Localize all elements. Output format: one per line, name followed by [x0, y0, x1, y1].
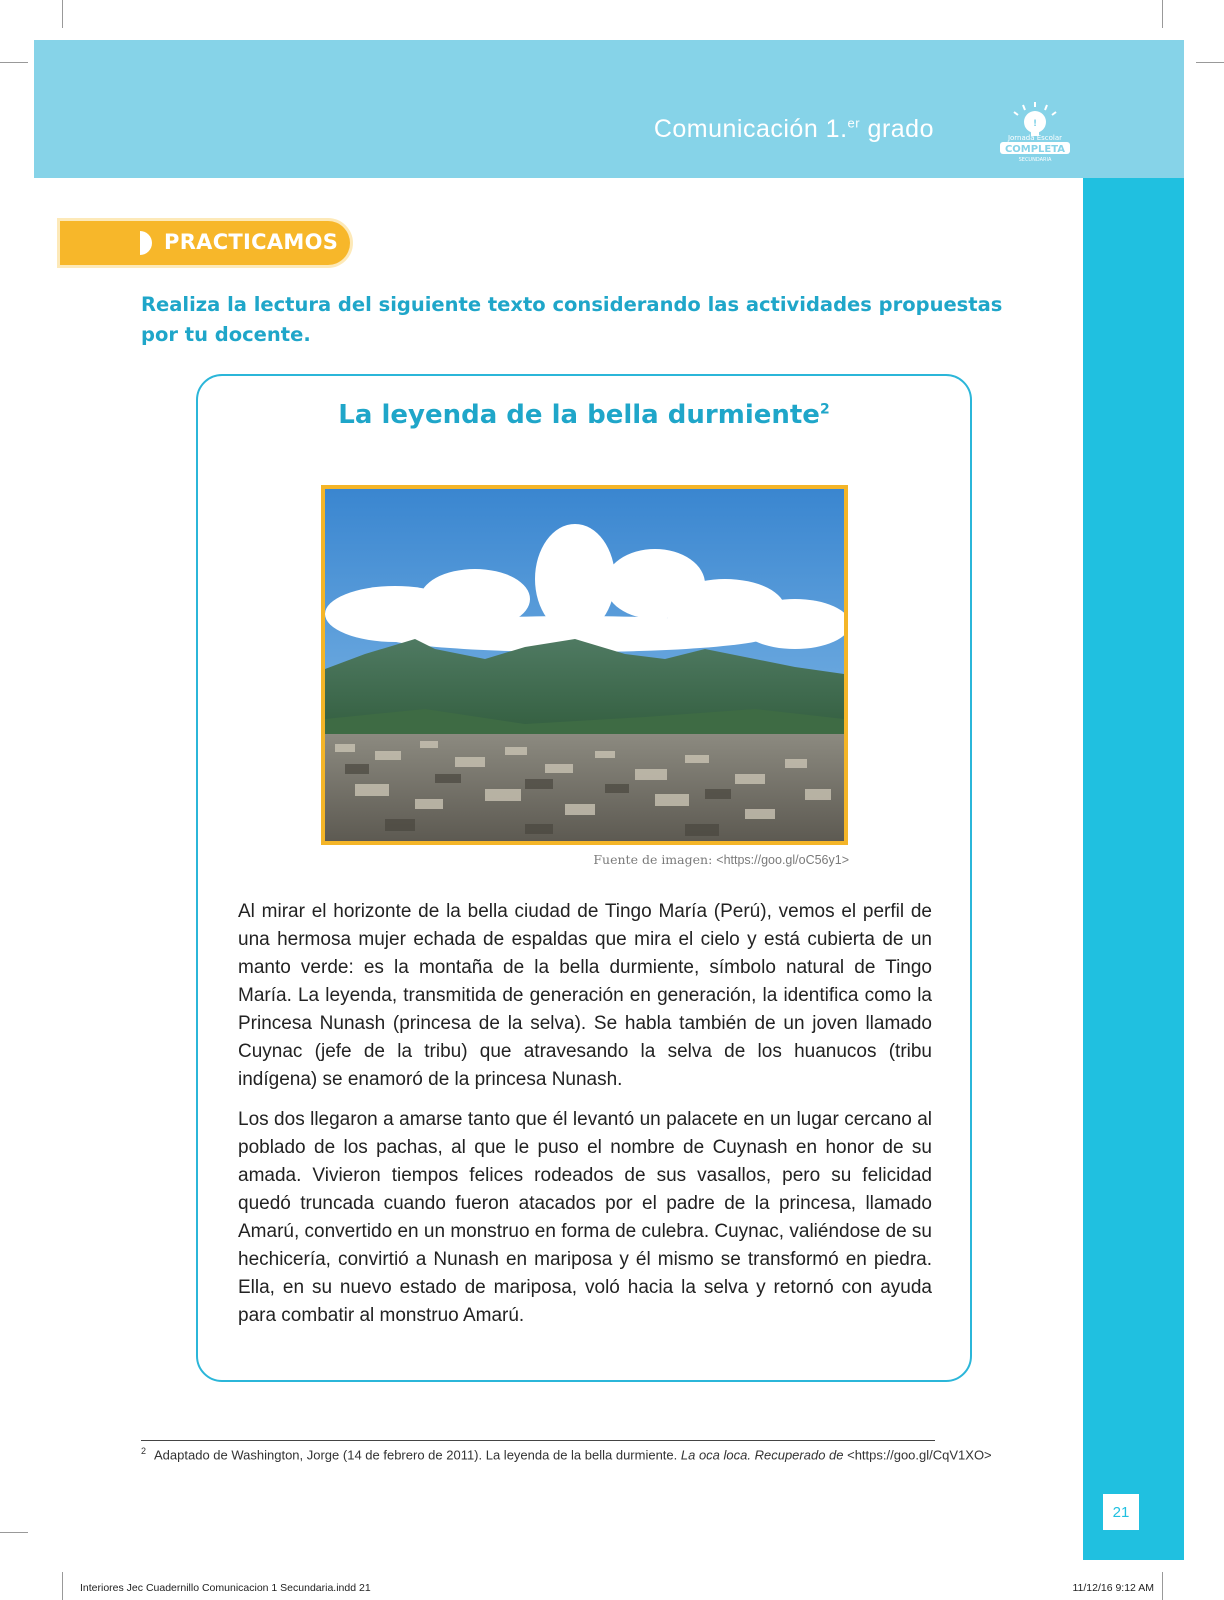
footnote-number: 2 — [141, 1446, 147, 1456]
jec-logo — [990, 100, 1080, 164]
instruction-text: Realiza la lectura del siguiente texto considerando las actividades propuestas por tu docente. — [141, 293, 1003, 346]
title-footnote-ref: 2 — [819, 401, 830, 418]
logo-line3: SECUNDARIA — [1018, 157, 1052, 163]
crop-mark — [0, 62, 28, 63]
photo-credit-label: Fuente de imagen: — [593, 852, 717, 867]
photo-frame — [321, 485, 848, 845]
section-tab-label: PRACTICAMOS — [164, 230, 339, 254]
crop-mark — [62, 0, 63, 28]
print-slug-date: 11/12/16 9:12 AM — [1072, 1582, 1154, 1594]
grade-superscript: er — [847, 115, 861, 131]
logo-line2: COMPLETA — [1004, 144, 1066, 155]
paragraph: Al mirar el horizonte de la bella ciudad de Tingo María (Perú), vemos el perfil de una hermosa mujer echada de espaldas que mira el cielo y está cubierta de un manto verde: es la montaña de la bella durmiente, símbolo natural de Tingo María. La leyenda, transmitida de generación en generación, la identifica como la Princesa Nunash (princesa de la selva). Se habla también de un joven llamado Cuynac (jefe de la tribu) que atravesando la selva de los huanucos (tribu indígena) se enamoró de la princesa Nunash. — [238, 901, 932, 1090]
page-number: 21 — [1103, 1494, 1139, 1530]
sun-lightbulb-icon — [990, 100, 1080, 164]
photo-credit-url: <https://goo.gl/oC56y1> — [716, 853, 849, 867]
header-subject — [654, 115, 934, 144]
footnote-url: <https://goo.gl/CqV1XO> — [847, 1447, 992, 1463]
photo-credit — [550, 852, 849, 867]
reading-title — [196, 400, 972, 430]
paragraph: Los dos llegaron a amarse tanto que él levantó un palacete en un lugar cercano al poblado de los pachas, al que le puso el nombre de Cuynash en honor de su amada. Vivieron tiempos felices rodeados de sus vasallos, pero su felicidad quedó truncada cuando fueron atacados por el padre de la princesa, llamado Amarú, convertido en un monstruo en forma de culebra. Cuynac, valiéndose de su hechicería, convirtió a Nunash en mariposa y él mismo se transformó en piedra. Ella, en su nuevo estado de mariposa, voló hacia la selva y retornó con ayuda para combatir al monstruo Amarú. — [238, 1109, 932, 1326]
grade-text: grado — [867, 115, 934, 143]
side-band — [1083, 178, 1184, 1560]
footnote — [141, 1446, 1021, 1462]
crop-mark — [1162, 1572, 1163, 1600]
subject-text: Comunicación 1. — [653, 115, 848, 143]
half-circle-icon — [140, 231, 152, 255]
crop-mark — [0, 1532, 28, 1533]
crop-mark — [1162, 0, 1163, 28]
logo-line1: Jornada Escolar — [1007, 134, 1063, 142]
footnote-rule — [141, 1440, 935, 1441]
print-slug-file: Interiores Jec Cuadernillo Comunicacion 1 Secundaria.indd 21 — [80, 1582, 371, 1594]
section-tab — [60, 221, 350, 265]
reading-body — [238, 898, 932, 1342]
footnote-italic: La oca loca. Recuperado de — [680, 1447, 848, 1463]
crop-mark — [1196, 62, 1224, 63]
reading-title-text: La leyenda de la bella durmiente — [338, 400, 820, 430]
footnote-text: Adaptado de Washington, Jorge (14 de febrero de 2011). La leyenda de la bella durmiente. — [154, 1447, 681, 1463]
crop-mark — [62, 1572, 63, 1600]
svg-text:!: ! — [1032, 119, 1038, 129]
mountain-city-photo — [325, 489, 844, 841]
